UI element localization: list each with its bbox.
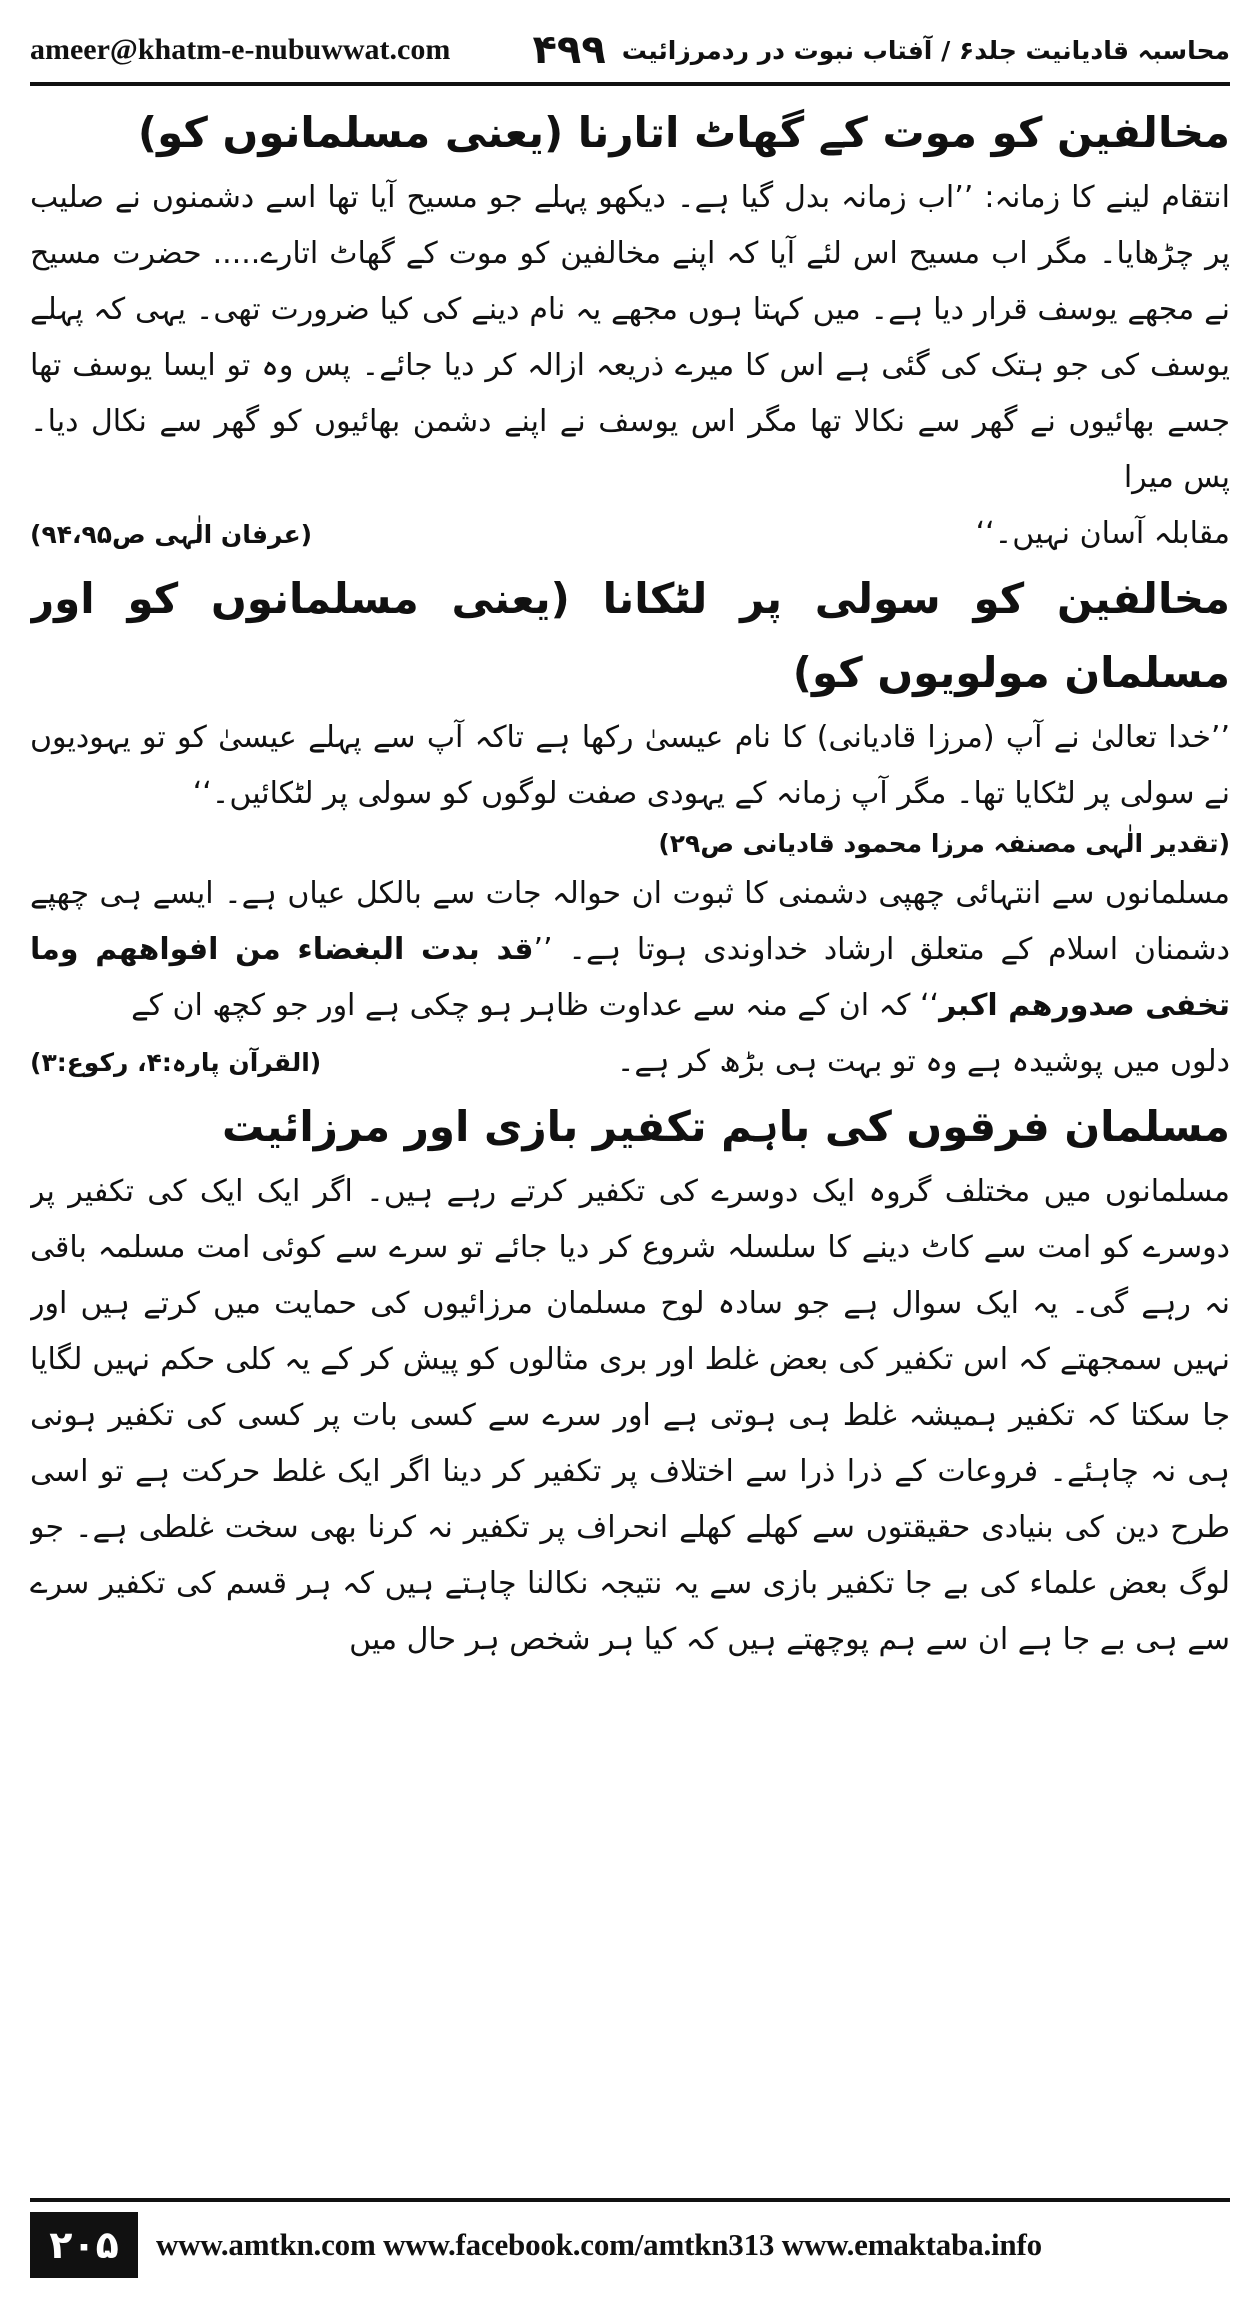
header-email: ameer@khatm-e-nubuwwat.com <box>30 33 451 66</box>
header-page-number: ۴۹۹ <box>532 27 606 73</box>
section-heading-2: مخالفین کو سولی پر لٹکانا (یعنی مسلمانوں کو اور مسلمان مولویوں کو) <box>30 574 1230 697</box>
section-heading-1: مخالفین کو موت کے گھاٹ اتارنا (یعنی مسلمانوں کو) <box>137 108 1230 157</box>
body-2b-end: ‘‘ کہ ان کے منہ سے عداوت ظاہر ہو چکی ہے اور جو کچھ ان کے <box>131 988 940 1023</box>
footer-links: www.amtkn.com www.facebook.com/amtkn313 www.emaktaba.info <box>156 2227 1042 2262</box>
reference-quran: (القرآن پارہ:۴، رکوع:۳) <box>30 1048 322 1077</box>
section-heading-3: مسلمان فرقوں کی باہم تکفیر بازی اور مرزائیت <box>222 1102 1230 1151</box>
book-page <box>30 18 1230 2288</box>
section-body-3: مسلمانوں میں مختلف گروہ ایک دوسرے کی تکفیر کرتے رہے ہیں۔ اگر ایک ایک کی تکفیر پر دوسرے کو امت سے کاٹ دینے کا سلسلہ شروع کر دیا جائے تو سرے سے کوئی امت مسلمہ باقی نہ رہے گی۔ یہ ایک سوال ہے جو سادہ لوح مسلمان مرزائیوں کی حمایت میں کرتے ہیں اور نہیں سمجھتے کہ اس تکفیر کی بعض غلط اور بری مثالوں کو پیش کر کے یہ کلی حکم نہیں لگایا جا سکتا کہ تکفیر ہمیشہ غلط ہی ہوتی ہے اور سرے سے کسی بات پر کسی کی تکفیر ہونی ہی نہ چاہئے۔ فروعات کے ذرا ذرا سے اختلاف پر تکفیر کر دینا اگر ایک غلط حرکت ہے تو اسی طرح دین کی بنیادی حقیقتوں سے کھلے کھلے انحراف پر تکفیر نہ کرنا بھی سخت غلطی ہے۔ جو لوگ بعض علماء کی بے جا تکفیر بازی سے یہ نتیجہ نکالنا چاہتے ہیں کہ ہر قسم کی تکفیر سرے سے ہی بے جا ہے ان سے ہم پوچھتے ہیں کہ کیا ہر شخص ہر حال میں <box>30 1174 1230 1657</box>
header-right <box>516 27 1230 73</box>
section-body-1-last-line: مقابلہ آسان نہیں۔‘‘ <box>975 516 1230 551</box>
section-1-closing <box>30 506 1230 562</box>
section-body-2b-last-line: دلوں میں پوشیدہ ہے وہ تو بہت ہی بڑھ کر ہے۔ <box>616 1044 1230 1079</box>
page-header <box>30 18 1230 86</box>
header-book-title: محاسبہ قادیانیت جلد۶ / آفتاب نبوت در ردمرزائیت <box>621 35 1230 65</box>
page-footer <box>30 2198 1230 2288</box>
body-2b-start: مسلمانوں سے انتہائی چھپی دشمنی کا ثبوت ان حوالہ جات سے بالکل عیاں ہے۔ ایسے ہی چھپے دشمنان اسلام کے متعلق ارشاد خداوندی ہوتا ہے۔ ’’ <box>30 876 1230 967</box>
page-content <box>30 96 1230 2166</box>
quran-verse: قد بدت البغضاء من افواههم وما تخفی صدورهم اکبر <box>30 932 1230 1023</box>
section-body-2: ’’خدا تعالیٰ نے آپ (مرزا قادیانی) کا نام عیسیٰ رکھا ہے تاکہ آپ سے پہلے عیسیٰ کو تو یہودیوں نے سولی پر لٹکایا تھا۔ مگر آپ زمانہ کے یہودی صفت لوگوں کو سولی پر لٹکائیں۔‘‘ <box>30 720 1230 811</box>
reference-1: (عرفان الٰہی ص۹۴،۹۵) <box>30 520 313 549</box>
section-body-2b <box>30 866 1230 1034</box>
section-2-closing <box>30 1034 1230 1090</box>
section-body-1: انتقام لینے کا زمانہ: ’’اب زمانہ بدل گیا ہے۔ دیکھو پہلے جو مسیح آیا تھا اسے دشمنوں نے صلیب پر چڑھایا۔ مگر اب مسیح اس لئے آیا کہ اپنے مخالفین کو موت کے گھاٹ اتارے..... حضرت مسیح نے مجھے یوسف قرار دیا ہے۔ میں کہتا ہوں مجھے یہ نام دینے کی کیا ضرورت تھی۔ یہی کہ پہلے یوسف کی جو ہتک کی گئی ہے اس کا میرے ذریعہ ازالہ کر دیا جائے۔ پس وہ تو ایسا یوسف تھا جسے بھائیوں نے گھر سے نکالا تھا مگر اس یوسف نے اپنے دشمن بھائیوں کو گھر سے نکال دیا۔ پس میرا <box>30 180 1230 495</box>
footer-page-number: ۲۰۵ <box>30 2212 138 2278</box>
reference-2: (تقدیر الٰہی مصنفہ مرزا محمود قادیانی ص۲۹) <box>658 829 1230 858</box>
